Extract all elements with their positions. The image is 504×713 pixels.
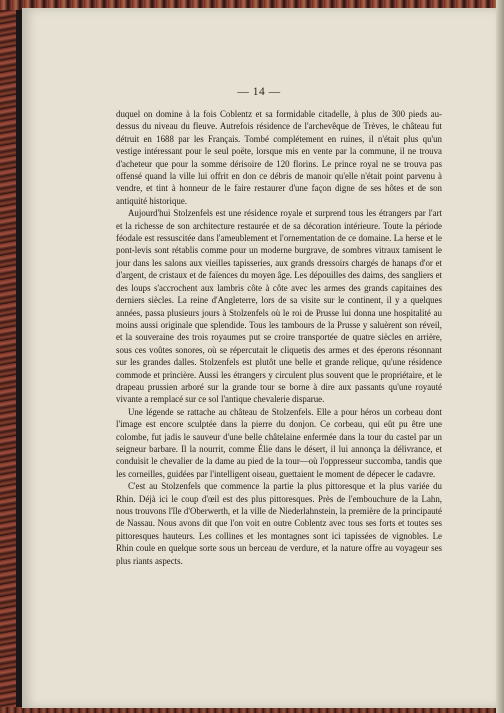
- marbled-binding-edge: [0, 0, 16, 713]
- paragraph: C'est au Stolzenfels que commence la partie la plus pittoresque et la plus variée du Rhin. Déjà ici le coup d'œil est des plus pittoresques. Près de l'embouchure de la Lahn, nous trouvons l'île d'Oberwerth, et la ville de Niederlahnstein, la première de la principauté de Nassau. Nous avons dit que l'on voit en outre Coblentz avec tous ses forts et toutes ses pittoresques hauteurs. Les collines et les montagnes sont ici tapissées de vignobles. Le Rhin coule en quelque sorte sous un berceau de verdure, et la nature offre au voyageur ses plus riants aspects.: [116, 481, 442, 566]
- book-page: [22, 8, 496, 708]
- body-text: [116, 108, 442, 567]
- page-number: — 14 —: [237, 86, 281, 98]
- paragraph: duquel on domine à la fois Coblentz et sa formidable citadelle, à plus de 300 pieds au-dessus du niveau du fleuve. Autrefois résidence de l'archevêque de Trèves, le château fut détruit en 1688 par les Français. Tombé complétement en ruines, il n'était plus qu'un vestige intéressant pour le seul poëte, lorsque mis en vente par la commune, il ne trouva d'acheteur que pour la somme dérisoire de 120 florins. Le prince royal ne se trouva pas offensé quand la ville lui offrit en don ce débris de manoir qu'elle n'était point parvenu à vendre, et tint à honneur de le faire restaurer d'une façon digne de ses hôtes et de son antiquité historique.: [116, 109, 442, 206]
- page-fore-edge: [496, 0, 504, 713]
- paragraph: Aujourd'hui Stolzenfels est une résidence royale et surprend tous les étrangers par l'art et la richesse de son architecture restaurée et de sa décoration intérieure. Toute la période féodale est ressuscitée dans l'ameublement et l'ornementation de ce domaine. La herse et le pont-levis sont rétablis comme pour un moderne burgrave, de sombres vitraux tamisent le jour dans les salons aux vieilles tapisseries, aux grands dressoirs chargés de hanaps d'or et d'argent, de cristaux et de faïences du moyen âge. Les dépouilles des daims, des sangliers et des loups s'accrochent aux lambris côte à côte avec les armes des grands capitaines des derniers siècles. La reine d'Angleterre, lors de sa visite sur le continent, il y a quelques années, passa plusieurs jours à Stolzenfels où le roi de Prusse lui donna une hospitalité au moins aussi originale que splendide. Tous les tambours de la Prusse y saluèrent son réveil, et la souveraine des trois royaumes put se croire transportée de quatre siècles en arrière, sous ces voûtes sonores, où se répercutait le cliquetis des armes et des éperons résonnant sur les grandes dalles. Stolzenfels est plutôt une belle et grande relique, qu'une résidence commode et princière. Aussi les étrangers y circulent plus souvent que le propriétaire, et le drapeau prussien arboré sur la grande tour se borne à dire aux passants qu'une royauté vivante a remplacé sur ce sol l'antique chevalerie disparue.: [116, 208, 442, 405]
- paragraph: Une légende se rattache au château de Stolzenfels. Elle a pour héros un corbeau dont l'image est encore sculptée dans la pierre du donjon. Ce corbeau, qui eût pu être une colombe, fut jadis le sauveur d'une belle châtelaine enfermée dans la tour du castel par un seigneur barbare. Il la nourrit, comme Élie dans le désert, il lui annonça la délivrance, et conduisit le chevalier de la dame au pied de la tour—où l'oppresseur succomba, tandis que les corneilles, guidées par l'intelligent oiseau, guettaient le moment de dépecer le cadavre.: [116, 406, 442, 479]
